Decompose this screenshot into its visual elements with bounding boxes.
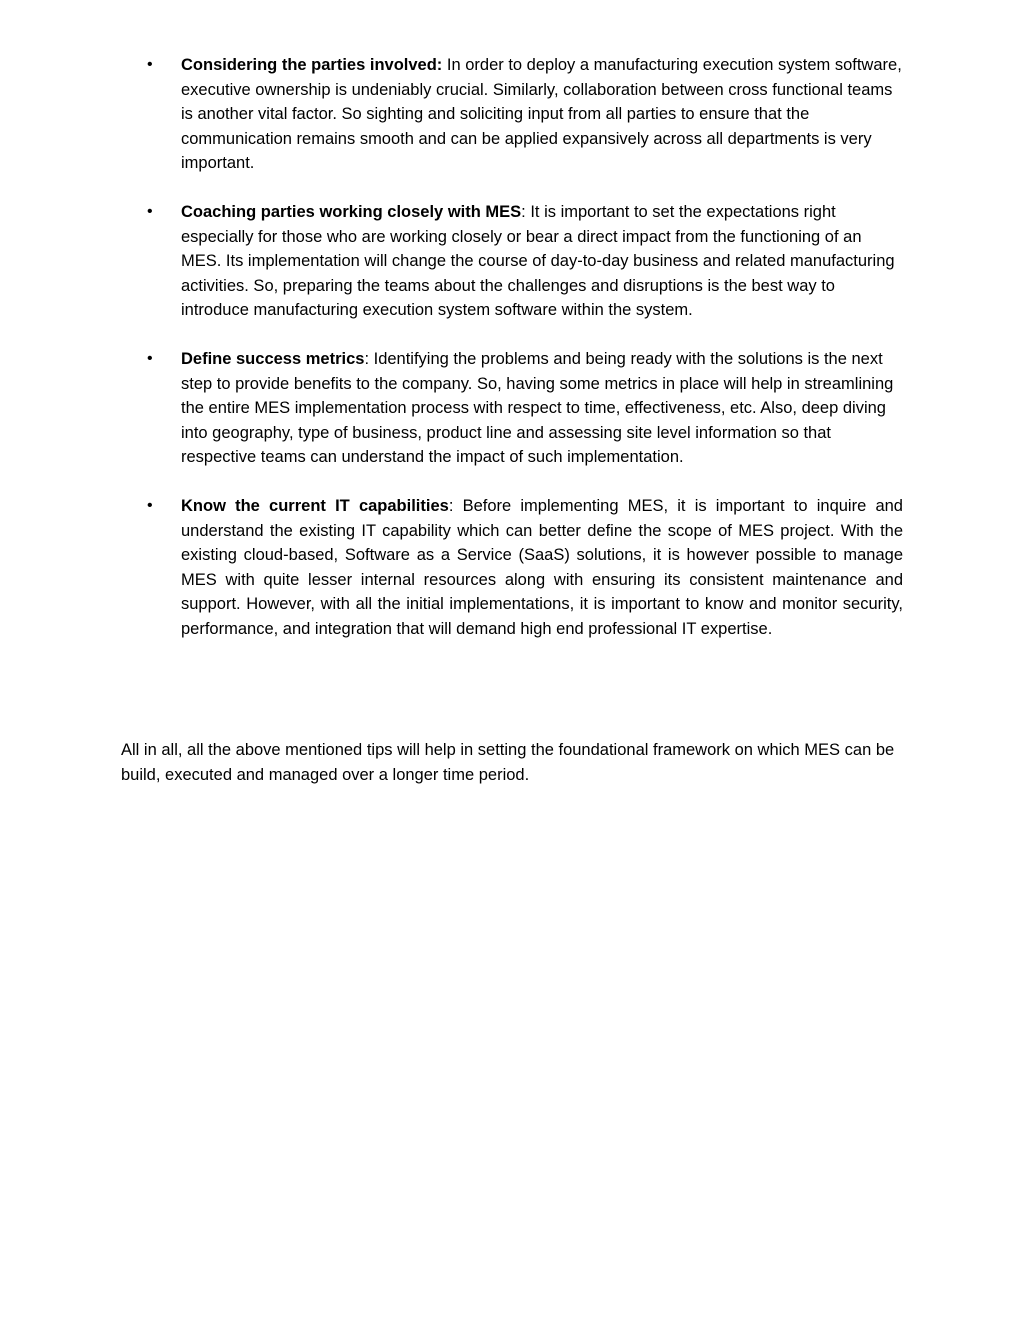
- bullet-body: In order to deploy a manufacturing execution system software, executive ownership is undeniably crucial. Similarly, collaboration between cross functional teams is another vital factor. So sighting and soliciting input from all parties to ensure that the communication remains smooth and can be applied expansively across all departments is very important.: [181, 56, 902, 172]
- bullet-item-success-metrics: [121, 347, 903, 470]
- bullet-list: [121, 53, 903, 666]
- bullet-item-coaching-parties: [121, 200, 903, 323]
- bullet-body: : Identifying the problems and being ready with the solutions is the next step to provide benefits to the company. So, having some metrics in place will help in streamlining the entire MES implementation process with respect to time, effectiveness, etc. Also, deep diving into geography, type of business, product line and assessing site level information so that respective teams can understand the impact of such implementation.: [181, 350, 894, 466]
- bullet-body: : It is important to set the expectations right especially for those who are working closely or bear a direct impact from the functioning of an MES. Its implementation will change the course of day-to-day business and related manufacturing activities. So, preparing the teams about the challenges and disruptions is the best way to introduce manufacturing execution system software within the system.: [181, 203, 895, 319]
- bullet-heading: Coaching parties working closely with MES: [181, 203, 522, 221]
- bullet-item-it-capabilities: [121, 494, 903, 641]
- bullet-body: : Before implementing MES, it is important to inquire and understand the existing IT capability which can better define the scope of MES project. With the existing cloud-based, Software as a Service (SaaS) solutions, it is however possible to manage MES with quite lesser internal resources along with ensuring its consistent maintenance and support. However, with all the initial implementations, it is important to know and monitor security, performance, and integration that will demand high end professional IT expertise.: [181, 497, 903, 638]
- bullet-heading: Define success metrics: [181, 350, 365, 368]
- bullet-item-parties-involved: [121, 53, 903, 176]
- bullet-heading: Considering the parties involved:: [181, 56, 443, 74]
- closing-paragraph: All in all, all the above mentioned tips will help in setting the foundational framework on which MES can be build, executed and managed over a longer time period.: [121, 741, 895, 784]
- bullet-heading: Know the current IT capabilities: [181, 497, 449, 515]
